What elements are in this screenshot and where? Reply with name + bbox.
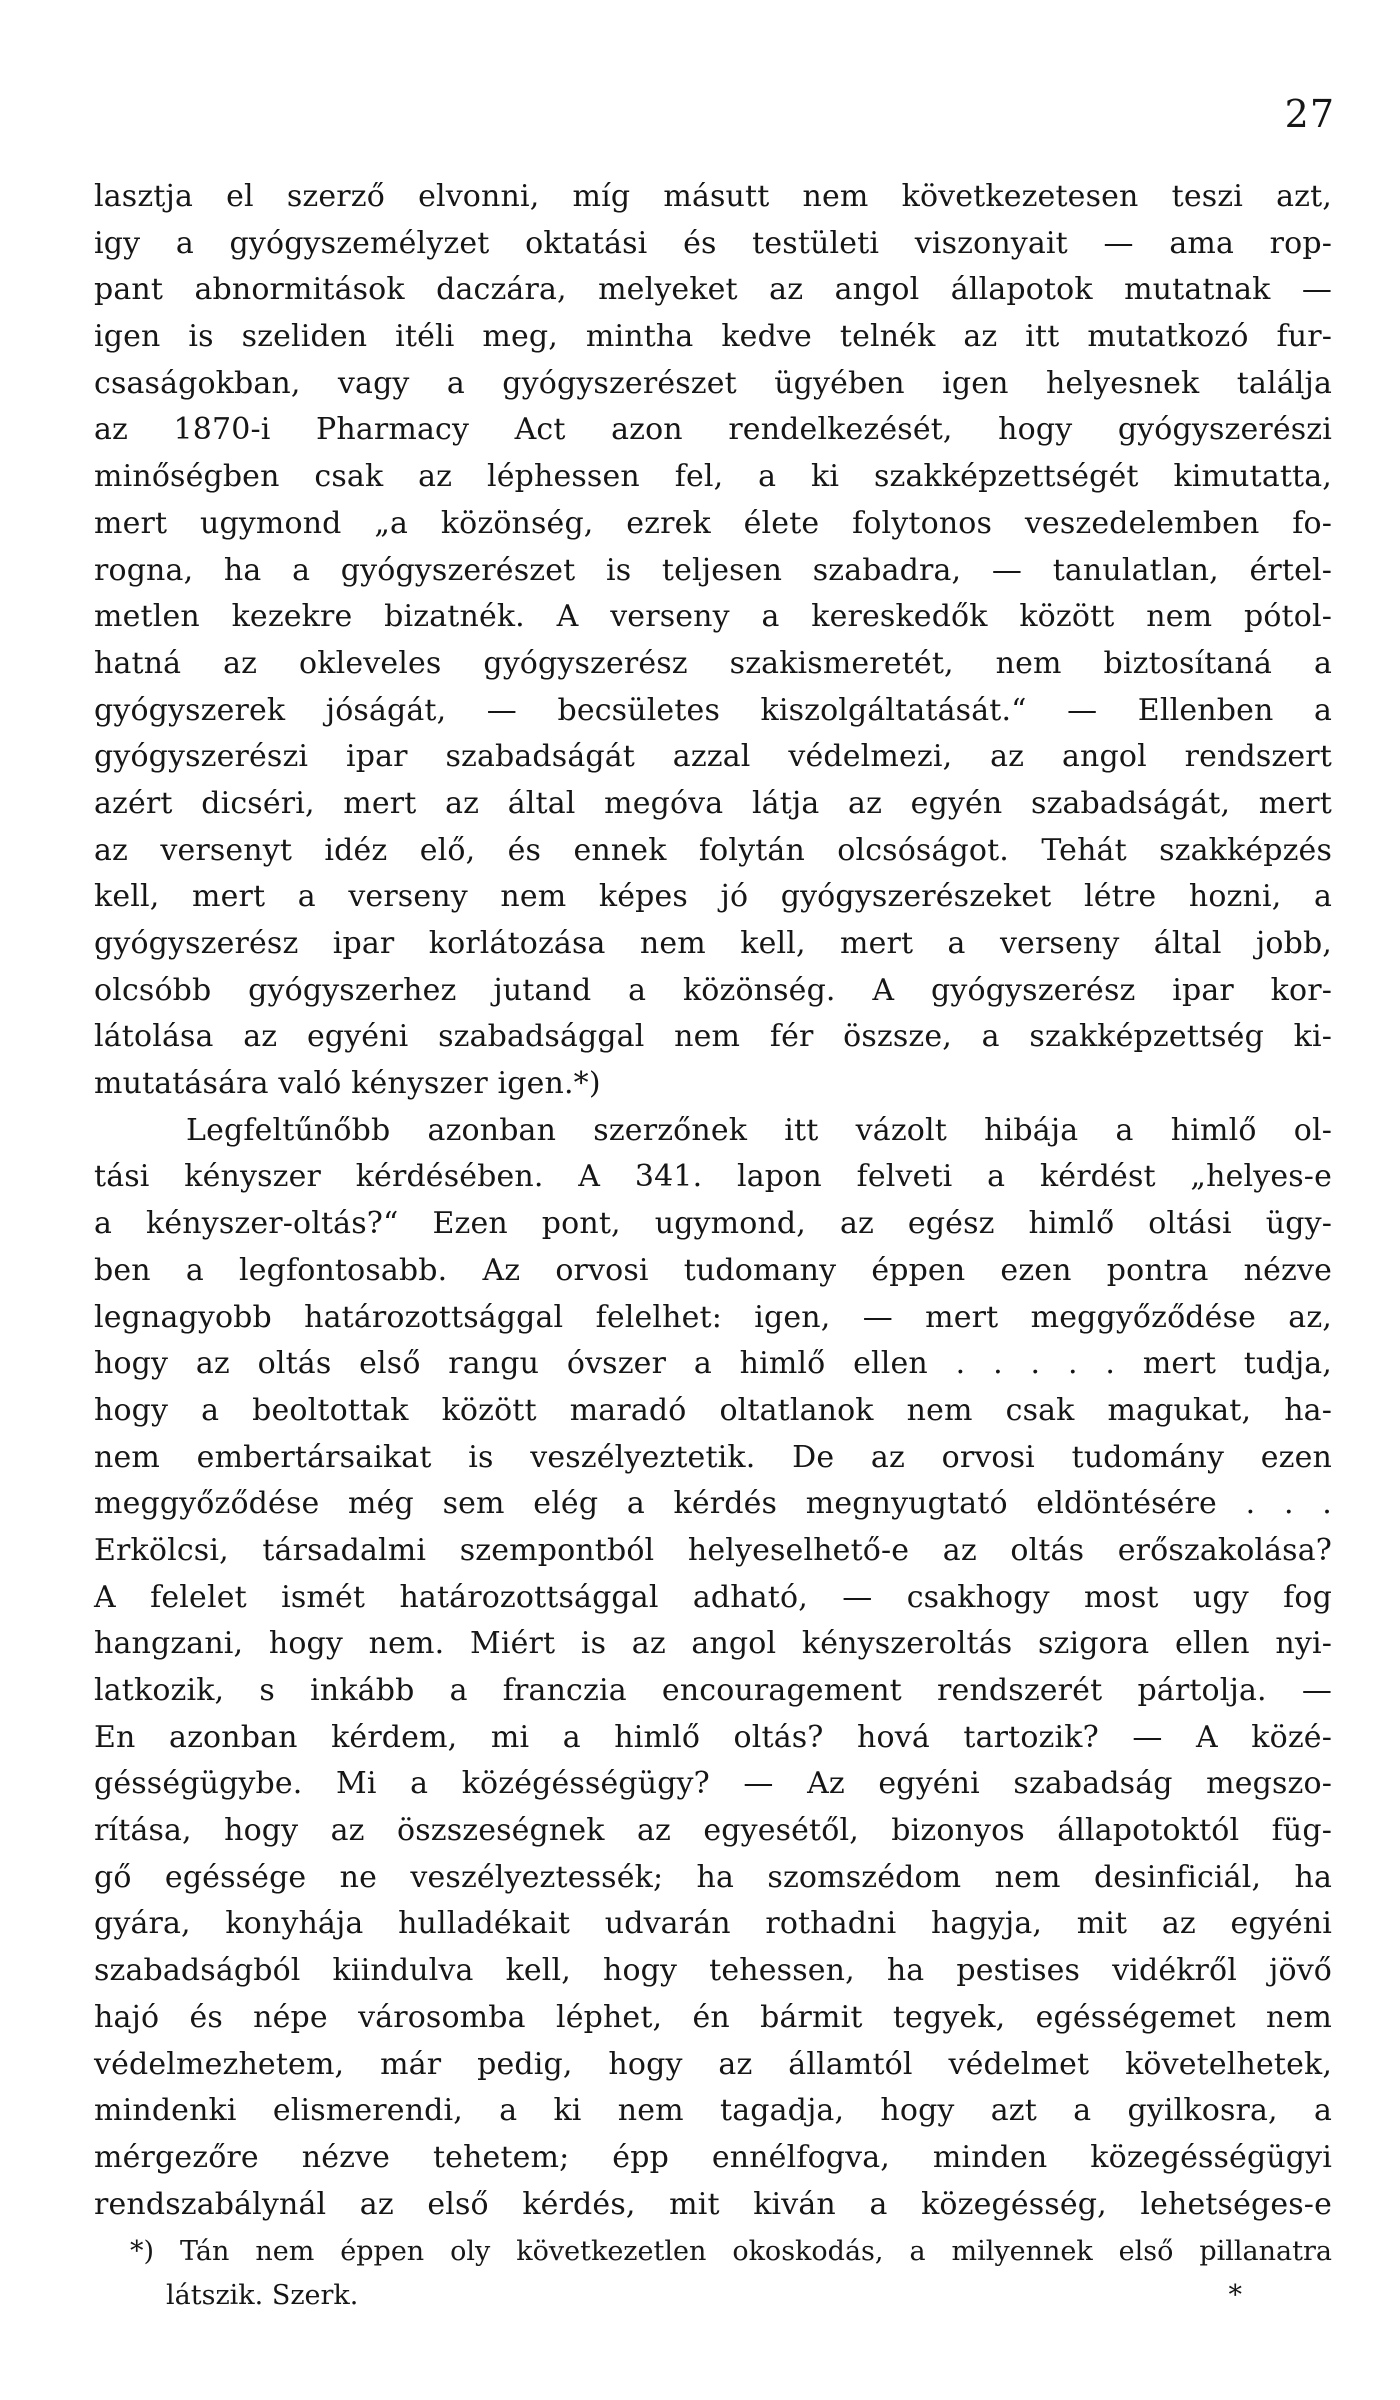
footnote-mark: * — [1228, 2280, 1242, 2311]
text-line: mert ugymond „a közönség, ezrek élete folytonos veszedelemben fo- — [94, 505, 1332, 541]
text-line: a kényszer-oltás?“ Ezen pont, ugymond, az egész himlő oltási ügy- — [94, 1206, 1332, 1242]
text-line: En azonban kérdem, mi a himlő oltás? hová tartozik? — A közé- — [94, 1719, 1332, 1755]
text-line: legnagyobb határozottsággal felelhet: igen, — mert meggyőződése az, — [94, 1299, 1332, 1335]
text-line: gyógyszerész ipar korlátozása nem kell, mert a verseny által jobb, — [94, 926, 1332, 961]
text-line: mérgezőre nézve tehetem; épp ennélfogva, minden közegésségügyi — [94, 2139, 1332, 2175]
text-line: rítása, hogy az öszszeségnek az egyesétől, bizonyos állapotoktól füg- — [94, 1813, 1332, 1849]
paragraph-2 — [94, 1108, 1332, 2229]
footnote — [130, 2230, 1332, 2318]
text-line: olcsóbb gyógyszerhez jutand a közönség. A gyógyszerész ipar kor- — [94, 972, 1332, 1008]
text-line: hajó és népe városomba léphet, én bármit tegyek, egésségemet nem — [94, 1999, 1332, 2035]
text-line: A felelet ismét határozottsággal adható, — csakhogy most ugy fog — [94, 1579, 1332, 1615]
text-line: minőségben csak az léphessen fel, a ki szakképzettségét kimutatta, — [94, 459, 1332, 495]
text-line: mindenki elismerendi, a ki nem tagadja, hogy azt a gyilkosra, a — [94, 2093, 1332, 2129]
text-line: Legfeltűnőbb azonban szerzőnek itt vázolt hibája a himlő ol- — [186, 1112, 1332, 1148]
text-line: hatná az okleveles gyógyszerész szakismeretét, nem biztosítaná a — [94, 645, 1332, 681]
text-line: csaságokban, vagy a gyógyszerészet ügyében igen helyesnek találja — [94, 365, 1332, 401]
text-line: gésségügybe. Mi a közégésségügy? — Az egyéni szabadság megszo- — [94, 1766, 1332, 1802]
text-line: kell, mert a verseny nem képes jó gyógyszerészeket létre hozni, a — [94, 879, 1332, 915]
text-line: latkozik, s inkább a franczia encouragement rendszerét pártolja. — — [94, 1673, 1332, 1708]
text-line: metlen kezekre bizatnék. A verseny a kereskedők között nem pótol- — [94, 599, 1332, 635]
text-line: az 1870-i Pharmacy Act azon rendelkezését, hogy gyógyszerészi — [94, 412, 1332, 448]
text-line: ben a legfontosabb. Az orvosi tudomany éppen ezen pontra nézve — [94, 1252, 1332, 1288]
text-line: védelmezhetem, már pedig, hogy az államtól védelmet követelhetek, — [94, 2046, 1332, 2082]
text-line: gő egéssége ne veszélyeztessék; ha szomszédom nem desinficiál, ha — [94, 1859, 1332, 1895]
footnote-line: *) Tán nem éppen oly következetlen okoskodás, a milyennek első pillanatra — [130, 2236, 1332, 2267]
text-line: igen is szeliden itéli meg, mintha kedve telnék az itt mutatkozó fur- — [94, 319, 1332, 355]
text-line: lasztja el szerző elvonni, míg másutt nem következetesen teszi azt, — [94, 179, 1332, 214]
text-line: meggyőződése még sem elég a kérdés megnyugtató eldöntésére . . . — [94, 1486, 1332, 1522]
text-line: nem embertársaikat is veszélyeztetik. De az orvosi tudomány ezen — [94, 1439, 1332, 1475]
text-line: rendszabálynál az első kérdés, mit kiván a közegésség, lehetséges-e — [94, 2186, 1332, 2222]
text-line: gyógyszerek jóságát, — becsületes kiszolgáltatását.“ — Ellenben a — [94, 692, 1332, 728]
text-line: igy a gyógyszemélyzet oktatási és testületi viszonyait — ama rop- — [94, 225, 1332, 261]
text-line: gyára, konyhája hulladékait udvarán rothadni hagyja, mit az egyéni — [94, 1906, 1332, 1942]
text-line: hogy az oltás első rangu óvszer a himlő ellen . . . . . mert tudja, — [94, 1346, 1332, 1382]
footnote-line-last — [130, 2274, 1332, 2318]
paragraph-1 — [94, 174, 1332, 1108]
page-number: 27 — [1284, 92, 1335, 136]
text-line: mutatására való kényszer igen.*) — [94, 1066, 601, 1102]
text-line: hangzani, hogy nem. Miért is az angol kényszeroltás szigora ellen nyi- — [94, 1626, 1332, 1662]
text-line: szabadságból kiindulva kell, hogy tehessen, ha pestises vidékről jövő — [94, 1953, 1332, 1989]
text-line: gyógyszerészi ipar szabadságát azzal védelmezi, az angol rendszert — [94, 739, 1332, 775]
text-line: látolása az egyéni szabadsággal nem fér öszsze, a szakképzettség ki- — [94, 1019, 1332, 1055]
text-line: rogna, ha a gyógyszerészet is teljesen szabadra, — tanulatlan, értel- — [94, 552, 1332, 588]
text-line: Erkölcsi, társadalmi szempontból helyeselhető-e az oltás erőszakolása? — [94, 1532, 1332, 1568]
text-line: tási kényszer kérdésében. A 341. lapon felveti a kérdést „helyes-e — [94, 1159, 1332, 1195]
text-line: azért dicséri, mert az által megóva látja az egyén szabadságát, mert — [94, 785, 1332, 821]
text-line: az versenyt idéz elő, és ennek folytán olcsóságot. Tehát szakképzés — [94, 832, 1332, 868]
text-line: pant abnormitások daczára, melyeket az angol állapotok mutatnak — — [94, 272, 1332, 308]
footnote-line: látszik. Szerk. — [166, 2280, 359, 2311]
body-text — [94, 174, 1332, 2228]
text-line: hogy a beoltottak között maradó oltatlanok nem csak magukat, ha- — [94, 1392, 1332, 1428]
